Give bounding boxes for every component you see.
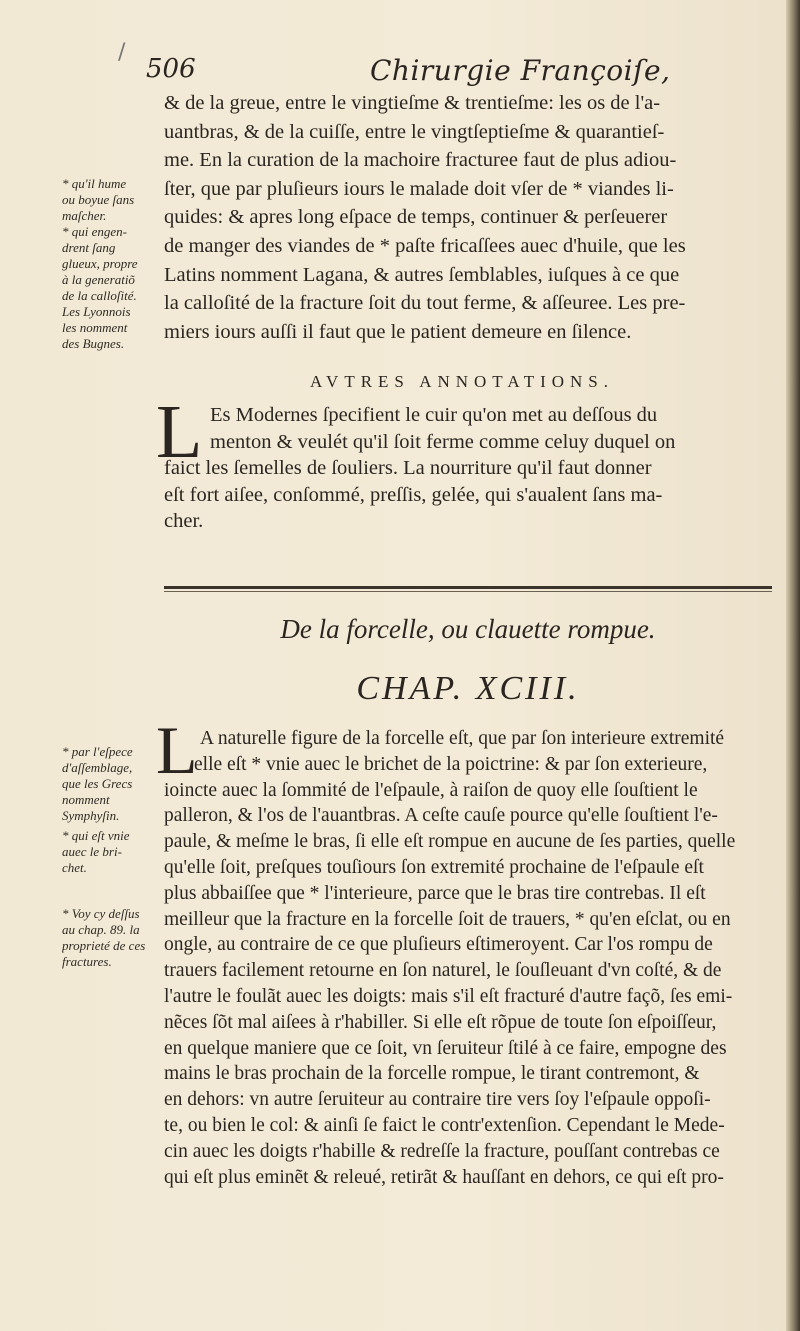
margin-note-line: * par l'eſpece bbox=[62, 744, 133, 759]
text-line: trauers facilement retourne en ſon naturel, le ſouſleuant d'vn coſté, & de bbox=[164, 960, 722, 982]
text-line: eſt fort aiſee, conſommé, preſſis, gelée, qui s'aualent ſans ma- bbox=[164, 483, 663, 506]
text-line: ſter, que par pluſieurs iours le malade doit vſer de * viandes li- bbox=[164, 177, 674, 200]
page-number: 506 bbox=[146, 54, 196, 84]
margin-note-line: Les Lyonnois bbox=[62, 304, 131, 319]
margin-note-line: maſcher. bbox=[62, 208, 107, 223]
text-line: plus abbaiſſee que * l'interieure, parce que le bras tire contrebas. Il eſt bbox=[164, 882, 706, 904]
text-line: ioincte auec la ſommité de l'eſpaule, à raiſon de quoy elle ſouſtient le bbox=[164, 779, 698, 801]
margin-note-line: ou boyue ſans bbox=[62, 192, 135, 207]
page-header bbox=[146, 54, 756, 94]
section-heading: AVTRES ANNOTATIONS. bbox=[309, 372, 615, 391]
margin-note-line: des Bugnes. bbox=[62, 336, 125, 351]
text-line: en quelque maniere que ce ſoit, vn ſeruiteur ſtilé à ce faire, empogne des bbox=[164, 1037, 727, 1059]
text-line: Es Modernes ſpecifient le cuir qu'on met au deſſous du bbox=[210, 404, 658, 426]
text-line: cin auec les doigts r'habille & redreſſe la fracture, pouſſant contrebas ce bbox=[164, 1140, 720, 1162]
annotations-paragraph bbox=[164, 402, 772, 535]
text-line: nẽces ſõt mal aiſees à r'habiller. Si elle eſt rõpue de toute ſon eſpoiſſeur, bbox=[164, 1011, 717, 1033]
margin-note-line: * qui eſt vnie bbox=[62, 828, 130, 843]
margin-note-line: glueux, propre bbox=[62, 256, 138, 271]
text-line: mains le bras prochain de la forcelle rompue, le tirant contremont, & bbox=[164, 1063, 700, 1085]
margin-note-line: Symphyſin. bbox=[62, 808, 120, 823]
margin-note-line: au chap. 89. la bbox=[62, 922, 140, 937]
chapter-paragraph bbox=[164, 726, 772, 1190]
ornamental-rule bbox=[164, 586, 772, 596]
text-line: faict les ſemelles de ſouliers. La nourriture qu'il faut donner bbox=[164, 457, 652, 480]
margin-notes bbox=[62, 828, 158, 876]
margin-note-line: drent ſang bbox=[62, 240, 116, 255]
text-line: elle eſt * vnie auec le brichet de la poictrine: & par ſon exterieure, bbox=[194, 753, 708, 775]
text-line: me. En la curation de la machoire fracturee faut de plus adiou- bbox=[164, 149, 677, 172]
margin-note-line: proprieté de ces bbox=[62, 938, 146, 953]
ink-slash-mark: / bbox=[118, 40, 126, 65]
text-line: A naturelle figure de la forcelle eſt, que par ſon interieure extremité bbox=[200, 728, 725, 749]
margin-note-line: * qui engen- bbox=[62, 224, 127, 239]
margin-notes bbox=[62, 744, 158, 824]
text-line: l'autre le foulãt auec les doigts: mais s'il eſt fracturé d'autre façõ, ſes emi- bbox=[164, 985, 733, 1007]
text-line: paule, & meſme le bras, ſi elle eſt rompue en aucune de ſes parties, quelle bbox=[164, 831, 736, 853]
body-paragraph-continued bbox=[164, 89, 772, 346]
text-line: cher. bbox=[164, 510, 204, 533]
drop-cap: L bbox=[156, 712, 198, 788]
margin-note-line: * qu'il hume bbox=[62, 176, 127, 191]
margin-note-line: les nomment bbox=[62, 320, 128, 335]
text-line: & de la greue, entre le vingtieſme & trentieſme: les os de l'a- bbox=[164, 92, 661, 114]
text-line: Latins nomment Lagana, & autres ſemblables, iuſques à ce que bbox=[164, 263, 680, 286]
margin-note-line: chet. bbox=[62, 860, 87, 875]
text-line: qu'elle ſoit, preſques touſiours ſon extremité prochaine de l'eſpaule eſt bbox=[164, 856, 704, 878]
text-line: palleron, & l'os de l'auantbras. A ceſte cauſe pource qu'elle ſouſtient l'e- bbox=[164, 805, 718, 827]
rule-thin bbox=[164, 591, 772, 592]
chapter-subtitle: De la forcelle, ou clauette rompue. bbox=[280, 614, 656, 644]
running-title: Chirurgie Françoiſe, bbox=[370, 54, 671, 87]
margin-note-line: à la generatiõ bbox=[62, 272, 135, 287]
text-line: quides: & apres long eſpace de temps, continuer & perſeuerer bbox=[164, 206, 668, 229]
margin-note-line: auec le bri- bbox=[62, 844, 122, 859]
rule-thick bbox=[164, 586, 772, 589]
margin-note-line: nomment bbox=[62, 792, 110, 807]
margin-note-line: fractures. bbox=[62, 954, 112, 969]
text-line: la calloſité de la fracture ſoit du tout ferme, & aſſeuree. Les pre- bbox=[164, 292, 686, 315]
text-line: uantbras, & de la cuiſſe, entre le vingtſeptieſme & quarantieſ- bbox=[164, 120, 665, 143]
margin-note-line: que les Grecs bbox=[62, 776, 133, 791]
page-edge-shadow bbox=[786, 0, 800, 1331]
margin-note-line: de la calloſité. bbox=[62, 288, 137, 303]
text-line: meilleur que la fracture en la forcelle ſoit de trauers, * qu'en eſclat, ou en bbox=[164, 908, 731, 930]
chapter-heading: CHAP. XCIII. bbox=[356, 670, 580, 707]
margin-notes bbox=[62, 176, 158, 352]
margin-note-line: d'aſſemblage, bbox=[62, 760, 133, 775]
text-line: menton & veulét qu'il ſoit ferme comme celuy duquel on bbox=[210, 430, 676, 453]
text-line: de manger des viandes de * paſte fricaſſees auec d'huile, que les bbox=[164, 234, 686, 257]
text-line: ongle, au contraire de ce que pluſieurs eſtimeroyent. Car l'os rompu de bbox=[164, 934, 713, 956]
drop-cap: L bbox=[156, 390, 203, 474]
text-line: qui eſt plus eminẽt & releué, retirãt & hauſſant en dehors, ce qui eſt pro- bbox=[164, 1166, 724, 1188]
text-line: miers iours auſſi il faut que le patient demeure en ſilence. bbox=[164, 320, 632, 343]
text-line: en dehors: vn autre ſeruiteur au contraire tire vers ſoy l'eſpaule oppoſi- bbox=[164, 1089, 711, 1111]
margin-notes bbox=[62, 906, 158, 970]
margin-note-line: * Voy cy deſſus bbox=[62, 906, 140, 921]
text-line: te, ou bien le col: & ainſi ſe faict le contr'extenſion. Cependant le Mede- bbox=[164, 1114, 725, 1136]
